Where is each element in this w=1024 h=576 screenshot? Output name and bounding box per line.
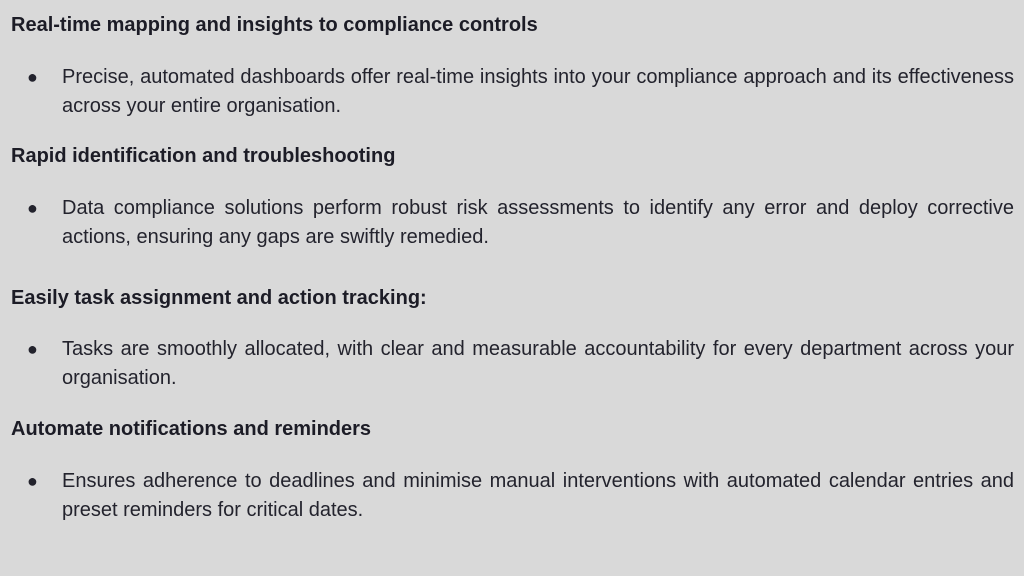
bullet-item <box>11 335 1014 393</box>
bullet-text: Ensures adherence to deadlines and minimise manual interventions with automated calendar entries and preset reminders for critical dates. <box>62 470 1014 521</box>
bullet-item <box>11 467 1014 525</box>
section-heading: Easily task assignment and action tracking: <box>11 287 427 309</box>
bullet-icon: ● <box>27 339 38 359</box>
bullet-icon: ● <box>27 67 38 87</box>
bullet-item <box>11 194 1014 252</box>
bullet-text: Tasks are smoothly allocated, with clear and measurable accountability for every department across your organisation. <box>62 338 1014 389</box>
bullet-icon: ● <box>27 471 38 491</box>
bullet-icon: ● <box>27 198 38 218</box>
section-heading: Automate notifications and reminders <box>11 418 372 440</box>
document-body <box>11 0 1014 525</box>
bullet-item <box>11 63 1014 121</box>
section-heading: Real-time mapping and insights to compliance controls <box>11 14 538 36</box>
bullet-text: Precise, automated dashboards offer real-time insights into your compliance approach and its effectiveness across your entire organisation. <box>62 66 1014 117</box>
section-heading: Rapid identification and troubleshooting <box>11 145 396 167</box>
bullet-text: Data compliance solutions perform robust risk assessments to identify any error and deploy corrective actions, ensuring any gaps are swiftly remedied. <box>62 197 1014 248</box>
